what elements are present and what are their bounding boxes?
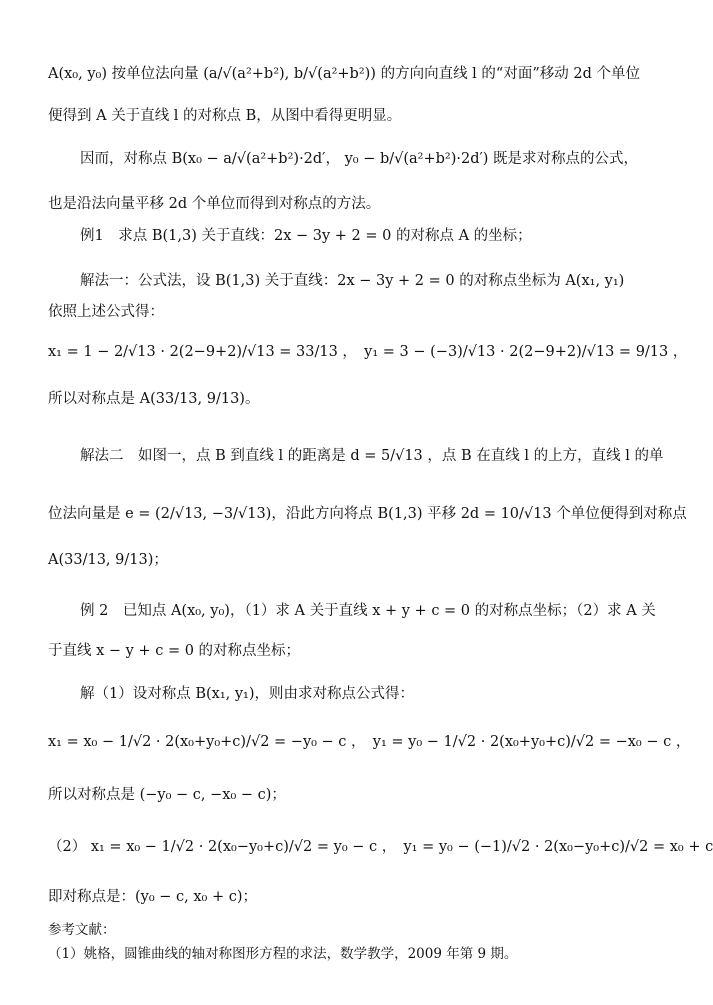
text-line-4: 也是沿法向量平移 2d 个单位而得到对称点的方法。 — [48, 196, 381, 212]
solution-2-line: 解法二 如图一，点 B 到直线 l 的距离是 d = 5/√13 ，点 B 在直线 l 的上方，直线 l 的单 — [80, 448, 664, 464]
references-heading: 参考文献： — [48, 922, 116, 938]
example-2-line: 例 2 已知点 A(x₀, y₀)，（1）求 A 关于直线 x + y + c = 0 的对称点坐标；（2）求 A 关 — [80, 603, 656, 619]
text-line-7: 依照上述公式得： — [48, 304, 164, 320]
result-line-4: 即对称点是：(y₀ − c, x₀ + c)； — [48, 889, 258, 905]
example-1-line: 例1 求点 B(1,3) 关于直线：2x − 3y + 2 = 0 的对称点 A 的坐标； — [80, 228, 532, 244]
reference-item-1: （1）姚格，圆锥曲线的轴对称图形方程的求法，数学教学，2009 年第 9 期。 — [48, 946, 518, 962]
formula-x1-y1: x₁ = 1 − 2/√13 · 2(2−9+2)/√13 = 33/13 ， y₁ = 3 − (−3)/√13 · 2(2−9+2)/√13 = 9/13 ， — [48, 344, 688, 360]
formula-part-1: x₁ = x₀ − 1/√2 · 2(x₀+y₀+c)/√2 = −y₀ − c ， y₁ = y₀ − 1/√2 · 2(x₀+y₀+c)/√2 = −x₀ − c ， — [48, 734, 691, 750]
solution-3-line: 解（1）设对称点 B(x₁, y₁)，则由求对称点公式得： — [80, 686, 415, 702]
text-line-3: 因而，对称点 B(x₀ − a/√(a²+b²)·2d′， y₀ − b/√(a²+b²)·2d′) 既是求对称点的公式， — [80, 151, 639, 167]
result-line-1: 所以对称点是 A(33/13, 9/13)。 — [48, 391, 260, 407]
result-line-2: A(33/13, 9/13)； — [48, 552, 168, 568]
text-line-1: A(x₀, y₀) 按单位法向量 (a/√(a²+b²), b/√(a²+b²)) 的方向向直线 l 的“对面”移动 2d 个单位 — [48, 66, 640, 82]
formula-part-2: （2） x₁ = x₀ − 1/√2 · 2(x₀−y₀+c)/√2 = y₀ − c ， y₁ = y₀ − (−1)/√2 · 2(x₀−y₀+c)/√2 = x₀ + c — [48, 839, 713, 855]
text-line-14: 于直线 x − y + c = 0 的对称点坐标； — [48, 643, 301, 659]
result-line-3: 所以对称点是 (−y₀ − c, −x₀ − c)； — [48, 787, 286, 803]
text-line-2: 便得到 A 关于直线 l 的对称点 B，从图中看得更明显。 — [48, 108, 402, 124]
solution-1-line: 解法一：公式法，设 B(1,3) 关于直线：2x − 3y + 2 = 0 的对称点坐标为 A(x₁, y₁) — [80, 273, 625, 289]
text-line-11: 位法向量是 e = (2/√13, −3/√13)，沿此方向将点 B(1,3) 平移 2d = 10/√13 个单位便得到对称点 — [48, 506, 687, 522]
